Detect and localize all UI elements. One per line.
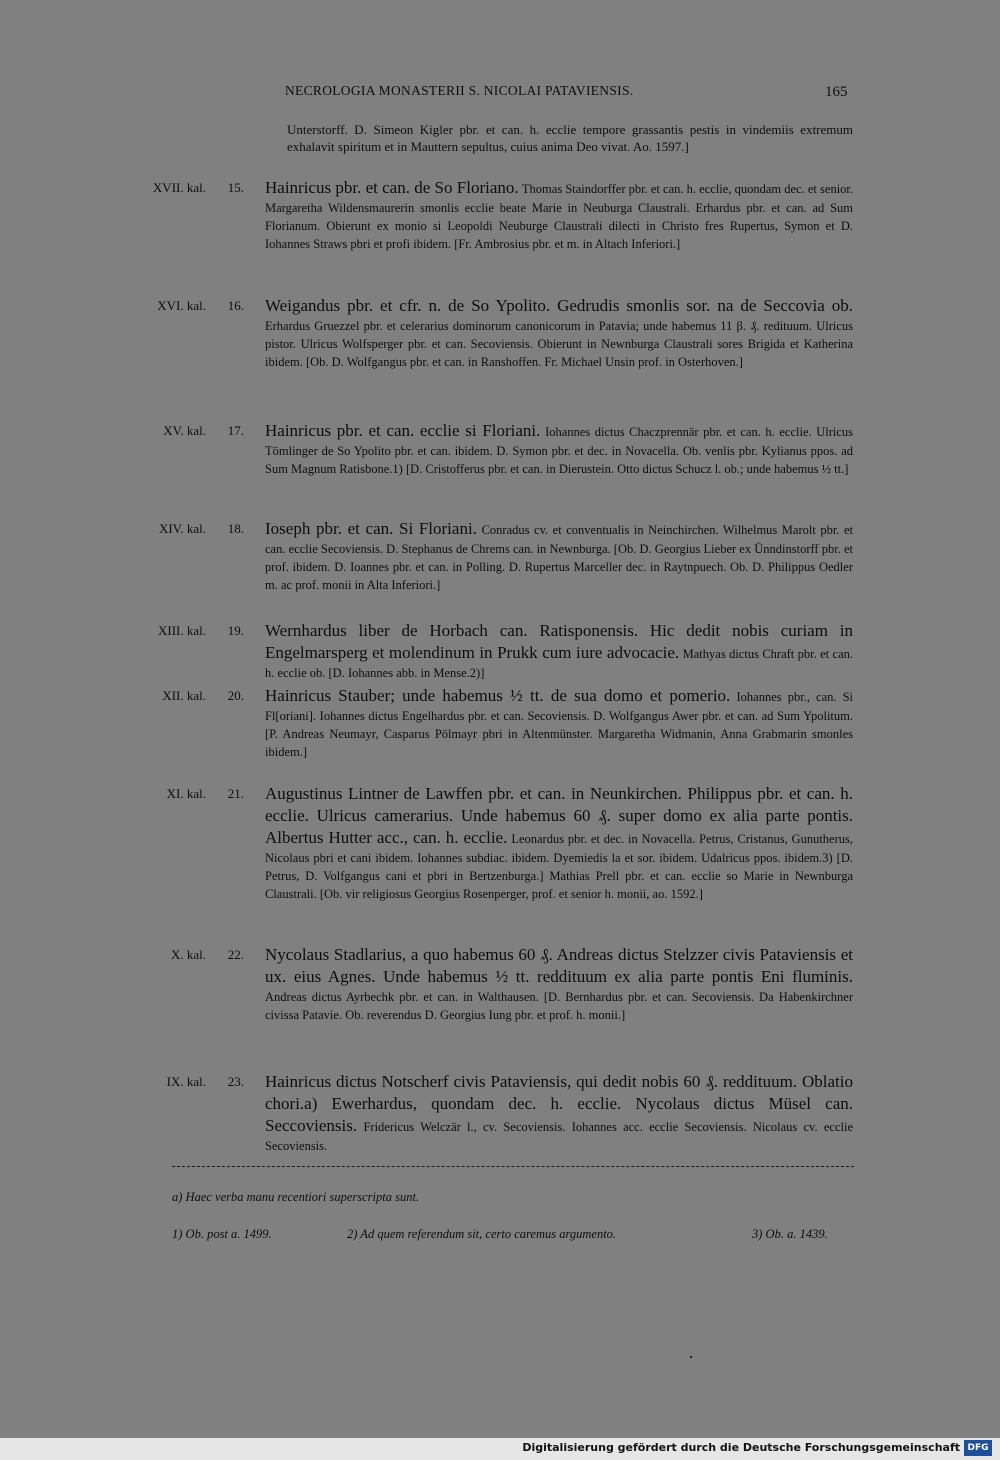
entry-text xyxy=(265,944,853,1024)
kalends-label: XII. kal. xyxy=(162,688,206,703)
entry-rest: Andreas dictus Ayrbechk pbr. et can. in Walthausen. [D. Bernhardus pbr. et can. Secoviensis. Da Habenkirchner civissa Patavie. Ob. reverendus D. Georgius Iung pbr. et prof. h. monii.] xyxy=(265,990,853,1022)
day-number: 23. xyxy=(227,1074,244,1089)
entry-lead: Hainricus pbr. et can. de So Floriano. xyxy=(265,178,519,197)
entry-lead: Hainricus dictus Notscherf civis Pataviensis, qui dedit nobis 60 ₰. reddituum. Oblatio chori.a) Ewerhardus, quondam dec. h. ecclie. Nycolaus dictus Müsel can. Seccoviensis. xyxy=(265,1072,853,1135)
kalends-label: XIV. kal. xyxy=(158,521,206,536)
page-title: NECROLOGIA MONASTERII S. NICOLAI PATAVIENSIS. xyxy=(285,83,634,98)
entry-text xyxy=(265,177,853,253)
entry-text xyxy=(265,420,853,478)
day-number: 16. xyxy=(227,298,244,313)
entry-rest: Erhardus Gruezzel pbr. et celerarius dominorum canonicorum in Patavia; unde habemus 11 β. ₰. redituum. Ulricus pistor. Ulricus Wolfsperger pbr. et can. Secoviensis. Obierunt in Newnburga Claustrali sores Brigida et Katherina ibidem. [Ob. D. Wolfgangus pbr. et can. in Ranshoffen. Fr. Michael Unsin prof. in Osterhoven.] xyxy=(265,319,853,369)
credit-text: Digitalisierung gefördert durch die Deutsche Forschungsgemeinschaft xyxy=(522,1441,960,1454)
day-number: 15. xyxy=(227,180,244,195)
day-number: 20. xyxy=(227,688,244,703)
footnote-2: 2) Ad quem referendum sit, certo caremus argumento. xyxy=(347,1227,617,1241)
entry-lead: Hainricus Stauber; unde habemus ½ tt. de sua domo et pomerio. xyxy=(265,686,731,705)
day-number: 18. xyxy=(227,521,244,536)
entry-text xyxy=(265,1071,853,1155)
credit-bar xyxy=(0,1438,1000,1460)
entry-lead: Wernhardus liber de Horbach can. Ratisponensis. Hic dedit nobis curiam in Engelmarsperg et molendinum in Prukk cum iure advocacie. xyxy=(265,621,853,662)
entry-rest: Leonardus pbr. et dec. in Novacella. Petrus, Cristanus, Gunutherus, Nicolaus pbri et cani ibidem. Iohannes subdiac. ibidem. Dyemiedis la et sor. ibidem. Udalricus ppos. ibidem.3) [D. Petrus, D. Volfgangus cani et pbri in Bertzenburga.] Mathias Prell pbr. et can. ecclie so Marie in Newnburga Claustrali. [Ob. vir religiosus Georgius Rosenperger, prof. et senior h. monii, ao. 1592.] xyxy=(265,832,853,901)
entry-rest: Conradus cv. et conventualis in Neinchirchen. Wilhelmus Marolt pbr. et can. ecclie Secoviensis. D. Stephanus de Chrems can. in Newnburga. [Ob. D. Georgius Lieber ex Ünndinstorff pbr. et prof. ibidem. D. Ioannes pbr. et can. in Polling. D. Rupertus Marceller dec. in Raytnpuech. Ob. D. Philippus Oedler m. ac prof. monii in Alta Inferiori.] xyxy=(265,523,854,592)
day-number: 19. xyxy=(227,623,244,638)
kalends-label: XVII. kal. xyxy=(152,180,206,195)
intro-paragraph: Unterstorff. D. Simeon Kigler pbr. et can. h. ecclie tempore grassantis pestis in vindemiis extremum exhalavit spiritum et in Mauttern sepultus, cuius anima Deo vivat. Ao. 1597.] xyxy=(287,122,853,154)
entry-text xyxy=(265,295,853,371)
kalends-label: XIII. kal. xyxy=(157,623,206,638)
kalends-label: XV. kal. xyxy=(163,423,206,438)
entry-rest: Fridericus Welczär l., cv. Secoviensis. Iohannes acc. ecclie Secoviensis. Nicolaus cv. ecclie Secoviensis. xyxy=(265,1120,853,1153)
footnote-a: a) Haec verba manu recentiori superscripta sunt. xyxy=(172,1190,420,1204)
entry-lead: Augustinus Lintner de Lawffen pbr. et can. in Neunkirchen. Philippus pbr. et can. h. ecclie. Ulricus camerarius. Unde habemus 60 ₰. super domo ex alia parte pontis. Albertus Hutter acc., can. h. ecclie. xyxy=(265,784,853,847)
entry-rest: Mathyas dictus Chraft pbr. et can. h. ecclie ob. [D. Iohannes abb. in Mense.2)] xyxy=(265,647,853,680)
entry-text xyxy=(265,518,853,594)
day-number: 17. xyxy=(227,423,244,438)
dfg-logo-icon: DFG xyxy=(964,1440,992,1456)
entry-text xyxy=(265,685,853,761)
entry-lead: Hainricus pbr. et can. ecclie si Floriani. xyxy=(265,421,541,440)
scan-speck xyxy=(690,1356,692,1358)
page-number: 165 xyxy=(825,84,848,100)
footnote-3: 3) Ob. a. 1439. xyxy=(752,1227,828,1241)
entry-rest: Iohannes pbr., can. Si Fl[oriani]. Iohannes dictus Engelhardus pbr. et can. Secoviensis. D. Wolfgangus Awer pbr. et can. ad Sum Ypolitum. [P. Andreas Neumayr, Casparus Pölmayr pbri in Altenmünster. Margaretha Widmanin, Anna Grabmarin smonles ibidem.] xyxy=(265,690,853,759)
entry-lead: Ioseph pbr. et can. Si Floriani. xyxy=(265,519,477,538)
kalends-label: XI. kal. xyxy=(166,786,206,801)
entry-rest: Iohannes dictus Chaczprennär pbr. et can. h. ecclie. Ulricus Tömlinger de So Ypolito pbr. et can. ibidem. D. Symon pbr. et dec. in Novacella. Ob. venlis pbr. Kylianus ppos. ad Sum Magnum Ratisbone.1) [D. Cristofferus pbr. et can. in Dierustein. Otto dictus Schucz l. ob.; unde habemus ½ tt.] xyxy=(265,425,853,476)
entry-rest: Thomas Staindorffer pbr. et can. h. ecclie, quondam dec. et senior. Margaretha Wildensmaurerin smonlis ecclie beate Marie in Neuburga Claustrali. Erhardus pbr. et can. ad Sum Florianum. Obierunt ex monio si Leopoldi Neuburge Claustrali dilecti in Christo fres Rupertus, Symon et D. Iohannes Straws pbri et profi ibidem. [Fr. Ambrosius pbr. et m. in Altach Inferiori.] xyxy=(265,182,854,251)
entry-lead: Nycolaus Stadlarius, a quo habemus 60 ₰. Andreas dictus Stelzzer civis Pataviensis et ux. eius Agnes. Unde habemus ½ tt. reddituum ex alia parte pontis Eni fluminis. xyxy=(265,945,853,986)
entry-lead: Weigandus pbr. et cfr. n. de So Ypolito. Gedrudis smonlis sor. na de Seccovia ob. xyxy=(265,296,853,315)
kalends-label: IX. kal. xyxy=(166,1074,206,1089)
entry-text xyxy=(265,620,853,682)
day-number: 22. xyxy=(227,947,244,962)
kalends-label: X. kal. xyxy=(170,947,206,962)
entry-text xyxy=(265,783,853,903)
footnote-separator xyxy=(172,1166,854,1167)
kalends-label: XVI. kal. xyxy=(157,298,206,313)
day-number: 21. xyxy=(227,786,244,801)
footnote-1: 1) Ob. post a. 1499. xyxy=(172,1227,272,1241)
